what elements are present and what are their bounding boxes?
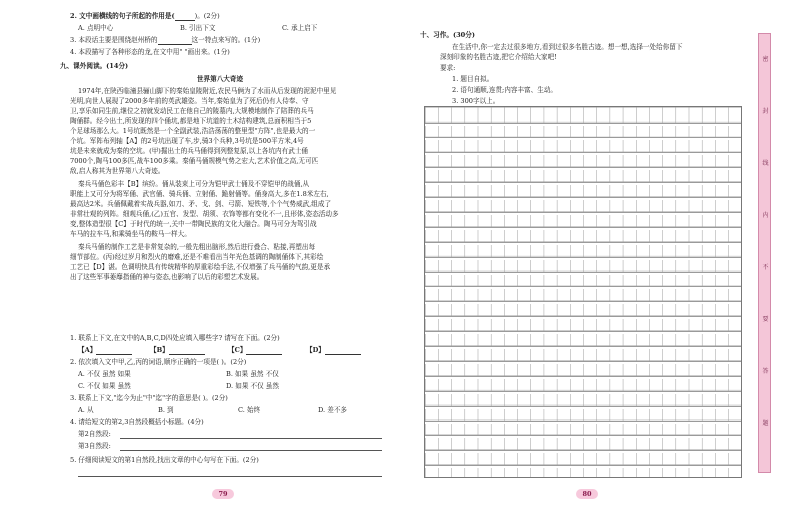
para1-line: 个坑。军阵布列轴【A】的2号坑出现了车,步,骑3个兵种,3号坑是500平方米,4号	[70, 137, 304, 145]
sub-question-3-option-b: B. 到	[158, 406, 174, 414]
answer-line[interactable]	[120, 450, 382, 451]
sub-question-3: 3. 联系上下文,"迄今为止"中"迄"字的意思是( )。(2分)	[70, 394, 228, 402]
composition-prompt-line: 在生活中,你一定去过很多地方,看到过很多名胜古迹。想一想,选择一处给你留下	[452, 43, 683, 51]
sidebar-char: 密	[762, 56, 769, 63]
question-2-close: )。(2分)	[194, 12, 220, 20]
grid-row-gap	[425, 272, 741, 275]
right-page	[400, 0, 800, 532]
grid-row-gap	[425, 257, 741, 260]
sidebar-char: 题	[762, 420, 769, 427]
section-9-heading: 九、课外阅读。(14分)	[60, 62, 129, 70]
question-2-option-b: B. 引出下文	[180, 24, 216, 32]
para1-line: 敌,启人称其为世界第八大奇迹。	[70, 167, 165, 175]
question-2-option-a: A. 点明中心	[78, 24, 114, 32]
sub-question-2-option-b: B. 如果 虽然 不仅	[226, 370, 279, 378]
para1-line: 卫,享乐如同生前,继位之初就发动民工在他自己的陵墓内,大规模地制作了陪葬的兵马	[70, 107, 314, 115]
sub-question-4: 4. 请给短文的第2,3自然段概括小标题。(4分)	[70, 418, 204, 426]
grid-row-gap	[425, 316, 741, 319]
grid-row-gap	[425, 227, 741, 230]
para2-line: 非常壮观的列阵。细观兵俑,(乙)五官、发型、胡须、衣饰等都有变化不一,且形体,姿态活动多	[70, 210, 339, 218]
grid-row-gap	[425, 152, 741, 155]
composition-prompt-line: 深刻印象的名胜古迹,把它介绍给大家吧!	[440, 53, 557, 61]
grid-row-gap	[425, 137, 741, 140]
page-number-80: 80	[576, 489, 598, 499]
sub-question-2-option-d: D. 如果 不仅 虽然	[226, 382, 279, 390]
label-a: 【A】	[78, 346, 97, 354]
answer-blank[interactable]	[96, 354, 132, 355]
grid-row-gap	[425, 242, 741, 245]
grid-row-gap	[425, 391, 741, 394]
grid-row-gap	[425, 167, 741, 170]
answer-blank[interactable]	[175, 20, 195, 21]
para1-line: 7000个,陶马100多匹,战车100多乘。秦俑马俑规模气势之宏大,艺术价值之高,无可匹	[70, 157, 319, 165]
grid-row-gap	[425, 450, 741, 453]
question-2-option-c: C. 承上启下	[282, 24, 318, 32]
sidebar-char: 不	[762, 264, 769, 271]
grid-row-gap	[425, 421, 741, 424]
writing-grid[interactable]	[424, 106, 742, 478]
grid-row-gap	[425, 331, 741, 334]
sidebar-char: 线	[762, 160, 769, 167]
para3-line: 秦兵马俑的制作工艺是非常复杂的,一般先粗出脑形,然后进行叠合、粘接,再塑出每	[78, 243, 316, 251]
sub-question-1: 1. 联系上下文,在文中的A,B,C,D四处应填入哪些字? 请写在下面。(2分)	[70, 334, 280, 342]
sub-question-4-para2: 第2自然段:	[78, 430, 111, 438]
question-2-text: 2. 文中画横线的句子所起的作用是(	[70, 12, 175, 20]
label-b: 【B】	[150, 346, 169, 354]
grid-row-gap	[425, 435, 741, 438]
requirement-3: 3. 300字以上。	[452, 97, 500, 105]
para1-line: 陶俑群。经今出土,所发现的四个俑坑,都是地下坑道的土木结构建筑,总面积相当于5	[70, 117, 312, 125]
section-10-heading: 十、习作。(30分)	[420, 31, 475, 39]
seal-line-sidebar	[758, 33, 771, 473]
sub-question-3-option-c: C. 始终	[238, 406, 261, 414]
grid-row-gap	[425, 197, 741, 200]
label-d: 【D】	[306, 346, 325, 354]
question-4: 4. 本段描写了各种形态的龙,在文中用" "画出来。(1分)	[70, 48, 230, 56]
answer-blank[interactable]	[158, 44, 192, 45]
para1-line: 1974年,在陕西临潼县骊山脚下的秦始皇陵附近,农民马俩为了水而从后发现的泥泥中里见	[78, 87, 337, 95]
para2-line: 变,整体造型很【C】于时代的统一,关中一带陶民族的文化大融合。陶马可分为驾引战	[70, 220, 317, 228]
question-2	[70, 12, 220, 21]
fill-c	[228, 346, 282, 355]
grid-row-gap	[425, 465, 741, 468]
para2-line: 秦兵马俑色彩丰【B】缤纷。俑从装束上可分为铠甲武士俑及不穿铠甲的战俑,从	[78, 180, 310, 188]
sidebar-char: 要	[762, 316, 769, 323]
grid-row-gap	[425, 212, 741, 215]
fill-a	[78, 346, 132, 355]
answer-line[interactable]	[78, 476, 382, 477]
grid-row-gap	[425, 301, 741, 304]
para3-line: 细节部位。(丙)经过岁月和烈火的磨难,还是不难看出当年光色基调的陶制俑体下,其彩绘	[70, 253, 324, 261]
grid-row-gap	[425, 123, 741, 126]
sub-question-4-para3: 第3自然段:	[78, 442, 111, 450]
sub-question-2: 2. 依次填入文中甲,乙,丙的词语,顺序正确的一项是( )。(2分)	[70, 358, 247, 366]
para1-line: 光明,向世人展现了2000多年前的英武雄姿。当年,秦始皇为了死后仍有人侍奉、守	[70, 97, 309, 105]
requirements-label: 要求:	[440, 64, 456, 72]
para2-line: 车马的拉车马,和乘骑坐马的鞍马一样大。	[70, 230, 191, 238]
sidebar-char: 内	[762, 212, 769, 219]
para3-line: 出了这些军事萎靡指俑的神与姿态,也影响了以后的彩塑艺术发展。	[70, 273, 264, 281]
sub-question-3-option-a: A. 从	[78, 406, 94, 414]
article-title: 世界第八大奇迹	[196, 75, 244, 83]
para1-line: 个足球场那么大。1号坑既然是一个全副武装,浩浩荡荡的整里型"方阵",也是最大的一	[70, 127, 316, 135]
fill-d	[306, 346, 361, 355]
sub-question-2-option-a: A. 不仅 虽然 如果	[78, 370, 131, 378]
para3-line: 工艺已【D】湛。色调明快具有传统精华的厚重彩绘手法,不仅增强了兵马俑的气韵,更是承	[70, 263, 331, 271]
grid-row-gap	[425, 406, 741, 409]
grid-row-gap	[425, 376, 741, 379]
question-3	[70, 36, 260, 45]
question-3-suffix: 这一特点来写的。(1分)	[191, 36, 261, 44]
sub-question-2-option-c: C. 不仅 如果 虽然	[78, 382, 131, 390]
requirement-1: 1. 题目自拟。	[452, 75, 494, 83]
fill-b	[150, 346, 205, 355]
grid-row-gap	[425, 361, 741, 364]
sidebar-char: 封	[762, 108, 769, 115]
para2-line: 最高达2米。兵俑佩戴着实战兵器,如刀、矛、戈、剑、弓箭、短铁等,个个气势威武,组成了	[70, 200, 332, 208]
page-number-79: 79	[212, 489, 234, 499]
para1-line: 坑是未来就成为秦的空坑。(甲)掘出土的兵马俑得到列整复原,以上各坑内有武士俑	[70, 147, 309, 155]
sub-question-5: 5. 仔细阅读短文的第1自然段,找出文章的中心句写在下面。(2分)	[70, 456, 259, 464]
question-3-prefix: 3. 本段话主要是围绕赵州桥的	[70, 36, 158, 44]
answer-blank[interactable]	[169, 354, 205, 355]
grid-row-gap	[425, 182, 741, 185]
answer-blank[interactable]	[325, 354, 361, 355]
grid-row-gap	[425, 346, 741, 349]
sub-question-3-option-d: D. 差不多	[318, 406, 348, 414]
answer-line[interactable]	[120, 438, 382, 439]
answer-blank[interactable]	[246, 354, 282, 355]
sidebar-char: 答	[762, 368, 769, 375]
requirement-2: 2. 语句通顺,连贯;内容丰富、生动。	[452, 86, 558, 94]
para2-line: 职能上又可分为将军俑、武官俑、骑兵俑、立射俑、跪射俑等。俑身高大,多在1.8米左右,	[70, 190, 329, 198]
grid-row-gap	[425, 286, 741, 289]
label-c: 【C】	[228, 346, 247, 354]
